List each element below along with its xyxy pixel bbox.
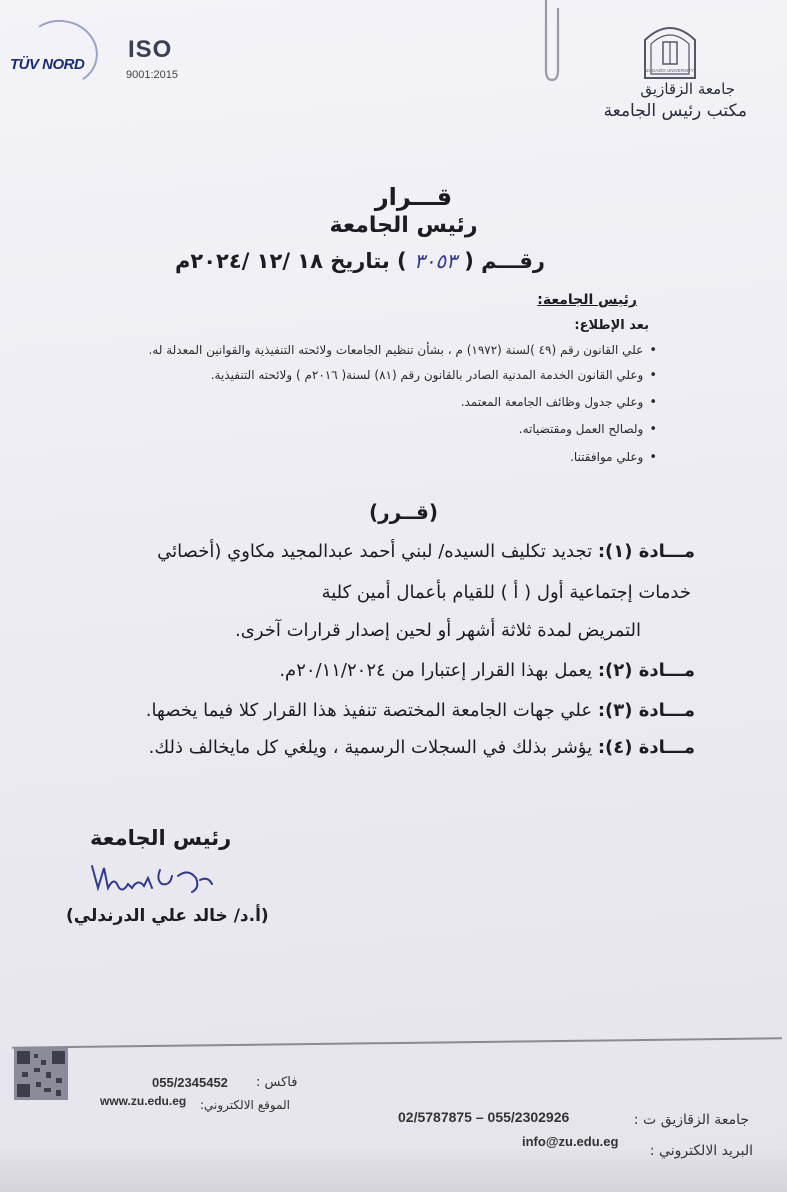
article-4	[149, 737, 695, 758]
iso-standard: 9001:2015	[126, 69, 178, 81]
after-review-heading: بعد الإطلاع:	[574, 318, 649, 333]
article-label: مـــادة (١):	[597, 541, 695, 562]
email-label: البريد الالكتروني :	[649, 1143, 753, 1159]
date-value: ١٨ /١٢ /٢٠٢٤م	[175, 249, 323, 273]
reference-item: •وعلي القانون الخدمة المدنية الصادر بالقانون رقم (٨١) لسنة( ٢٠١٦م ) ولائحته التنفيذية.	[210, 368, 657, 383]
signatory-name: (أ.د/ خالد علي الدرندلي)	[66, 906, 269, 926]
tuv-nord-logo: TÜV NORD	[10, 56, 85, 73]
reference-item: •وعلي موافقتنا.	[570, 450, 657, 465]
article-text: يؤشر بذلك في السجلات الرسمية ، ويلغي كل مايخالف ذلك.	[148, 737, 593, 758]
reference-item: •وعلي جدول وظائف الجامعة المعتمد.	[460, 395, 657, 410]
article-1-continued	[322, 582, 691, 603]
website-link[interactable]: www.zu.edu.eg	[100, 1094, 187, 1108]
article-text: خدمات إجتماعية أول ( أ ) للقيام بأعمال أمين كلية	[321, 582, 691, 603]
article-1-continued	[235, 620, 641, 641]
handwritten-number: ٣٠٥٣	[413, 249, 457, 273]
article-label: مـــادة (٤):	[597, 737, 695, 758]
signature-title: رئيس الجامعة	[90, 826, 232, 850]
decision-title: قـــرار	[374, 183, 453, 211]
article-text: تجديد تكليف السيده/ لبني أحمد عبدالمجيد مكاوي (أخصائي	[157, 541, 593, 562]
article-label: مـــادة (٣):	[597, 700, 695, 721]
president-heading: رئيس الجامعة:	[537, 292, 637, 308]
university-logo-icon	[637, 18, 703, 82]
svg-text:ZAGAZIG UNIVERSITY: ZAGAZIG UNIVERSITY	[645, 68, 695, 73]
article-3	[146, 700, 695, 721]
phone-numbers: 02/5787875 – 055/2302926	[398, 1109, 570, 1125]
qr-code-icon	[14, 1048, 68, 1100]
article-1	[157, 541, 695, 562]
number-label: رقـــم	[481, 249, 545, 273]
decision-number-line: رقـــم ( ٣٠٥٣ ) بتاريخ ١٨ /١٢ /٢٠٢٤م	[175, 249, 545, 273]
website-label: الموقع الالكتروني:	[200, 1098, 290, 1112]
office-name: مكتب رئيس الجامعة	[603, 101, 747, 121]
article-text: علي جهات الجامعة المختصة تنفيذ هذا القرار كلا فيما يخصها.	[145, 700, 593, 721]
reference-item: •علي القانون رقم (٤٩ )لسنة (١٩٧٢) م ، بشأن تنظيم الجامعات ولائحته التنفيذية والقوانين المعدلة له.	[148, 343, 657, 358]
decision-issuer: رئيس الجامعة	[329, 213, 478, 238]
fax-label: فاكس :	[256, 1075, 298, 1090]
email-link[interactable]: info@zu.edu.eg	[522, 1134, 619, 1149]
reference-item: •ولصالح العمل ومقتضياته.	[518, 422, 657, 437]
article-text: التمريض لمدة ثلاثة أشهر أو لحين إصدار قرارات آخرى.	[235, 620, 641, 641]
article-label: مـــادة (٢):	[597, 660, 695, 681]
fax-number: 055/2345452	[152, 1075, 228, 1090]
decided-heading: (قــرر)	[368, 500, 438, 524]
address-label: جامعة الزقازيق ت :	[633, 1112, 749, 1128]
handwritten-signature	[88, 858, 218, 902]
university-name: جامعة الزقازيق	[640, 80, 735, 98]
article-text: يعمل بهذا القرار إعتبارا من ٢٠/١١/٢٠٢٤م.	[279, 660, 593, 681]
article-2	[279, 660, 695, 681]
date-label: بتاريخ	[330, 249, 390, 273]
paperclip-icon	[540, 0, 564, 84]
iso-logo: ISO	[128, 36, 173, 63]
